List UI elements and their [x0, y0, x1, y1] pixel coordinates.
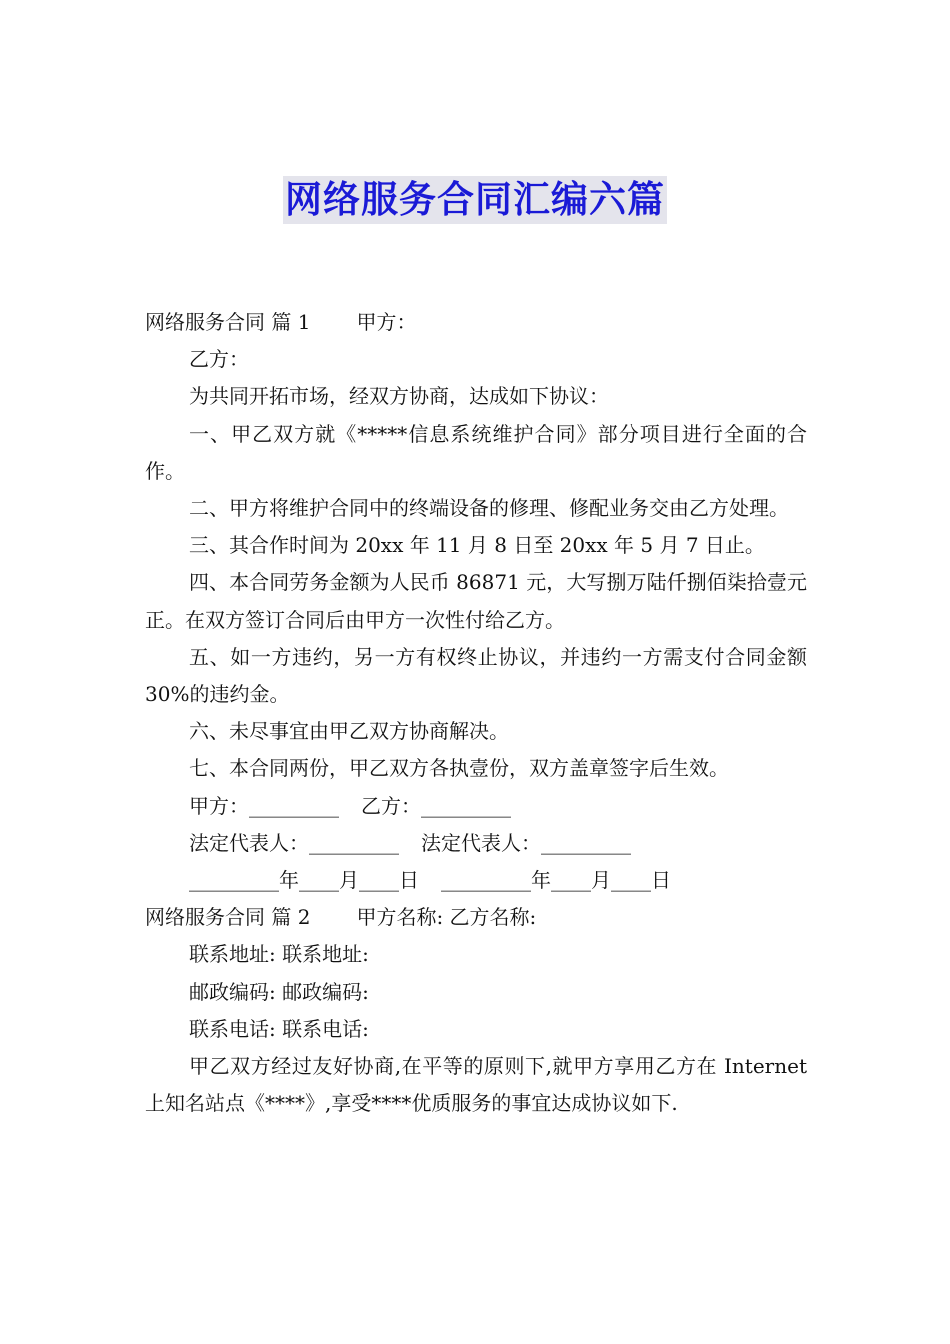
section1-heading-line — [145, 304, 807, 341]
sign-party-a: 甲方：_________ — [189, 793, 339, 818]
postcode-label: 邮政编码: 邮政编码: — [189, 979, 369, 1004]
date-party-a: _________年____月____日 — [189, 868, 419, 893]
section2-heading: 网络服务合同 篇 2 — [145, 905, 311, 930]
section2-intro: 甲乙双方经过友好协商,在平等的原则下,就甲方享用乙方在 Internet 上知名站点《****》,享受****优质服务的事宜达成协议如下. — [145, 1054, 807, 1116]
signature-line — [145, 788, 807, 825]
clause-1: 一、甲乙双方就《*****信息系统维护合同》部分项目进行全面的合作。 — [145, 421, 807, 483]
party-b-label: 乙方： — [189, 347, 249, 372]
date-party-b: _________年____月____日 — [441, 868, 671, 893]
rep-party-b: 法定代表人：_________ — [421, 830, 631, 855]
clause-5: 五、如一方违约，另一方有权终止协议，并违约一方需支付合同金额 30%的违约金。 — [145, 644, 807, 707]
clause-7: 七、本合同两份，甲乙双方各执壹份，双方盖章签字后生效。 — [189, 756, 729, 781]
sign-party-b: 乙方：_________ — [361, 793, 511, 818]
phone-label: 联系电话: 联系电话: — [189, 1016, 369, 1041]
clause-3: 三、其合作时间为 20xx 年 11 月 8 日至 20xx 年 5 月 7 日止。 — [189, 533, 765, 558]
section2-heading-line — [145, 899, 807, 936]
document-title: 网络服务合同汇编六篇 — [283, 176, 667, 224]
section1-heading: 网络服务合同 篇 1 — [145, 310, 311, 334]
document-title-block — [0, 176, 950, 224]
rep-party-a: 法定代表人：_________ — [189, 830, 399, 855]
party-a-label: 甲方： — [356, 310, 417, 334]
date-line — [145, 862, 807, 899]
representative-line — [145, 825, 807, 862]
party-names-label: 甲方名称: 乙方名称: — [356, 905, 537, 930]
clause-4: 四、本合同劳务金额为人民币 86871 元，大写捌万陆仟捌佰柒拾壹元正。在双方签订合同后由甲方一次性付给乙方。 — [145, 570, 807, 632]
clause-2: 二、甲方将维护合同中的终端设备的修理、修配业务交由乙方处理。 — [189, 496, 789, 521]
document-body — [145, 304, 807, 1122]
clause-6: 六、未尽事宜由甲乙双方协商解决。 — [189, 719, 509, 744]
section1-intro: 为共同开拓市场，经双方协商，达成如下协议： — [189, 384, 609, 409]
address-label: 联系地址: 联系地址: — [189, 942, 369, 967]
